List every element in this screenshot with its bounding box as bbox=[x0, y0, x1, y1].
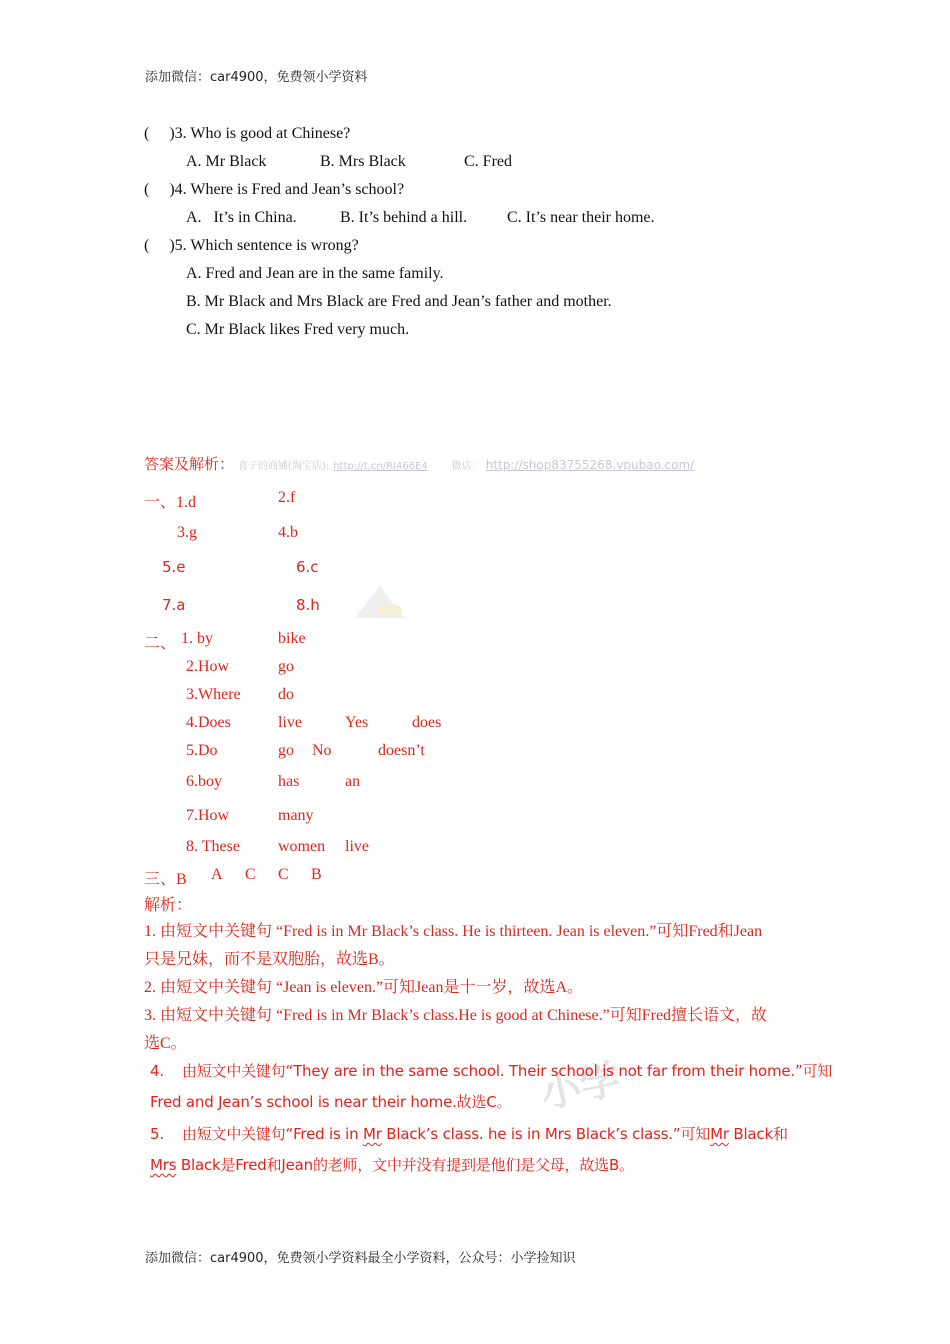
answer-cell: 1. by bbox=[181, 630, 213, 647]
explanation-5-line-1: 5. 由短文中关键句“Fred is in Mr Black’s class. he is in Mrs Black’s class.”可知Mr Black和 bbox=[150, 1125, 788, 1143]
answer-item: A bbox=[211, 866, 223, 883]
option-c: C. Fred bbox=[464, 153, 512, 170]
answer-cell: does bbox=[412, 714, 442, 731]
answer-item: 3.g bbox=[177, 524, 197, 541]
answer-item: 4.b bbox=[278, 524, 298, 541]
answer-cell: bike bbox=[278, 630, 306, 647]
answer-cell: go bbox=[278, 742, 294, 759]
answer-cell: 6.boy bbox=[186, 773, 222, 790]
option-b: B. Mr Black and Mrs Black are Fred and Jean’s father and mother. bbox=[186, 293, 612, 310]
explanation-2: 2. 由短文中关键句 “Jean is eleven.”可知Jean是十一岁，故选A。 bbox=[144, 979, 584, 996]
answer-item: 7.a bbox=[162, 596, 186, 614]
answer-cell: 4.Does bbox=[186, 714, 231, 731]
answer-cell: No bbox=[312, 742, 332, 759]
question-4: ( )4. Where is Fred and Jean’s school? bbox=[144, 181, 405, 198]
question-5: ( )5. Which sentence is wrong? bbox=[144, 237, 359, 254]
explanation-1-line-1: 1. 由短文中关键句 “Fred is in Mr Black’s class. He is thirteen. Jean is eleven.”可知Fred和Jean bbox=[144, 923, 763, 940]
answer-cell: Yes bbox=[345, 714, 369, 731]
answer-item: 8.h bbox=[296, 596, 320, 614]
answer-cell: 2.How bbox=[186, 658, 230, 675]
option-a: A. Mr Black bbox=[186, 153, 267, 170]
weidian-label: 微店： bbox=[451, 461, 482, 472]
explanation-3-line-1: 3. 由短文中关键句 “Fred is in Mr Black’s class.He is good at Chinese.”可知Fred擅长语文，故 bbox=[144, 1007, 768, 1024]
page-header: 添加微信：car4900，免费领小学资料 bbox=[145, 70, 368, 85]
option-a: A. Fred and Jean are in the same family. bbox=[186, 265, 444, 282]
answer-cell: do bbox=[278, 686, 294, 703]
option-a: A. It’s in China. bbox=[186, 209, 297, 226]
part1-label-row: 一、1.d bbox=[144, 494, 197, 511]
answers-heading: 答案及解析： 喜子的商铺(淘宝店): http://t.cn/RI466E4 微店： http://shop83755268.vpubao.com/ bbox=[144, 455, 695, 473]
watermark-icon: 小学 bbox=[536, 1056, 625, 1118]
analysis-label: 解析： bbox=[144, 897, 193, 914]
shop-link-1[interactable]: http://t.cn/RI466E4 bbox=[333, 461, 428, 472]
answer-item: C bbox=[245, 866, 256, 883]
answer-cell: 8. These bbox=[186, 838, 240, 855]
shop-label: 喜子的商铺(淘宝店): bbox=[238, 461, 330, 472]
answer-cell: has bbox=[278, 773, 300, 790]
explanation-1-line-2: 只是兄妹，而不是双胞胎，故选B。 bbox=[144, 951, 395, 968]
answer-cell: women bbox=[278, 838, 326, 855]
answer-cell: 3.Where bbox=[186, 686, 241, 703]
answer-item: 2.f bbox=[278, 489, 296, 506]
answer-cell: live bbox=[345, 838, 369, 855]
answer-cell: go bbox=[278, 658, 294, 675]
explanation-5-line-2: Mrs Black是Fred和Jean的老师，文中并没有提到是他们是父母，故选B。 bbox=[150, 1156, 634, 1174]
watermark-icon bbox=[350, 580, 410, 620]
answer-item: B bbox=[311, 866, 322, 883]
part2-label: 二、 bbox=[144, 635, 177, 652]
answer-item: 5.e bbox=[162, 558, 186, 576]
answer-item: 6.c bbox=[296, 558, 319, 576]
shop-link-2[interactable]: http://shop83755268.vpubao.com/ bbox=[485, 458, 695, 472]
explanation-4-line-1: 4. 由短文中关键句“They are in the same school. Their school is not far from their home.”可知 bbox=[150, 1062, 833, 1080]
question-3: ( )3. Who is good at Chinese? bbox=[144, 125, 351, 142]
answer-item: C bbox=[278, 866, 289, 883]
option-b: B. It’s behind a hill. bbox=[340, 209, 468, 226]
answer-cell: doesn’t bbox=[378, 742, 425, 759]
option-c: C. Mr Black likes Fred very much. bbox=[186, 321, 410, 338]
page-footer: 添加微信：car4900，免费领小学资料最全小学资料，公众号：小学捡知识 bbox=[145, 1251, 576, 1266]
answer-cell: 7.How bbox=[186, 807, 230, 824]
answer-cell: an bbox=[345, 773, 361, 790]
option-b: B. Mrs Black bbox=[320, 153, 406, 170]
explanation-4-line-2: Fred and Jean’s school is near their home.故选C。 bbox=[150, 1093, 512, 1111]
option-c: C. It’s near their home. bbox=[507, 209, 655, 226]
answer-cell: live bbox=[278, 714, 302, 731]
explanation-3-line-2: 选C。 bbox=[144, 1035, 187, 1052]
answer-cell: 5.Do bbox=[186, 742, 218, 759]
answer-cell: many bbox=[278, 807, 314, 824]
part3-row: 三、B bbox=[144, 871, 187, 888]
